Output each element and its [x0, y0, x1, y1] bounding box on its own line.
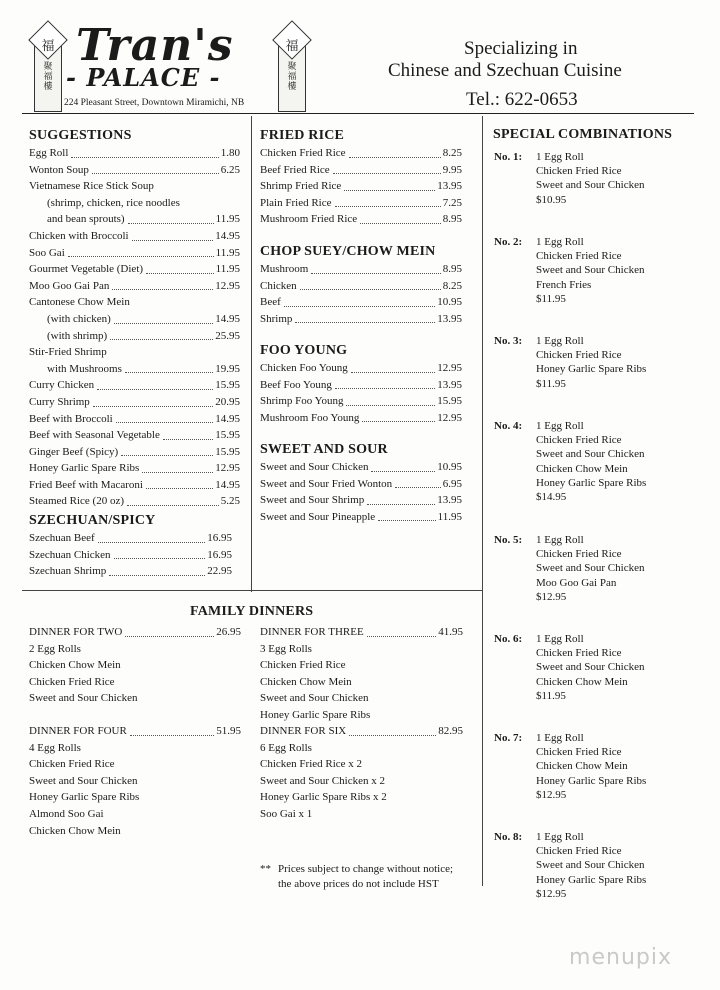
- combination-line: Chicken Chow Mein: [536, 462, 628, 475]
- foo-young-title: FOO YOUNG: [260, 343, 348, 358]
- combination-line: Honey Garlic Spare Ribs: [536, 774, 647, 787]
- menu-item-name: (with chicken): [47, 312, 111, 325]
- menu-item-name: Sweet and Sour Chicken: [260, 461, 369, 473]
- seal-text: 聚 福 樓: [287, 61, 297, 91]
- menu-item: [260, 261, 462, 278]
- menu-item: [260, 410, 462, 427]
- combination-number: No. 1:: [494, 151, 523, 163]
- dot-leader: [114, 311, 213, 324]
- combination-number: No. 4:: [494, 420, 523, 432]
- dot-leader: [311, 261, 440, 274]
- combination-line: Chicken Chow Mein: [536, 760, 628, 773]
- menu-item: [260, 145, 462, 162]
- phone-number: Tel.: 622-0653: [466, 89, 578, 110]
- dot-leader: [68, 245, 214, 258]
- dot-leader: [371, 459, 435, 472]
- menu-item-name: Stir-Fried Shrimp: [29, 346, 107, 359]
- menu-item: [29, 278, 240, 295]
- menu-item-name: Fried Beef with Macaroni: [29, 478, 143, 491]
- menu-item: [29, 228, 240, 245]
- menu-item: [29, 361, 240, 378]
- menu-item-name: Chicken: [260, 279, 297, 292]
- menu-item: [260, 311, 462, 328]
- combination-line: Honey Garlic Spare Ribs: [536, 476, 647, 489]
- menu-item-name: Cantonese Chow Mein: [29, 296, 130, 309]
- dot-leader: [346, 393, 435, 406]
- dot-leader: [344, 178, 435, 191]
- menu-item-name: Curry Chicken: [29, 379, 95, 392]
- combination-number: No. 2:: [494, 236, 523, 248]
- combination-line: $11.95: [536, 292, 566, 305]
- menu-item-name: and bean sprouts): [47, 213, 125, 226]
- menu-item: [29, 311, 240, 328]
- menu-item: [29, 563, 232, 580]
- tagline-1: Specializing in: [464, 38, 578, 59]
- dot-leader: [98, 530, 206, 543]
- menu-item: [29, 477, 240, 494]
- menu-item: [29, 245, 240, 262]
- menu-item-name: Ginger Beef (Spicy): [29, 445, 119, 458]
- menu-item-price: 11.95: [215, 246, 240, 259]
- szechuan-list: [29, 530, 232, 580]
- menu-item-name: Shrimp Fried Rice: [260, 180, 342, 193]
- menu-item-price: 6.95: [442, 477, 462, 490]
- combination-line: Honey Garlic Spare Ribs: [536, 363, 647, 376]
- menu-item-name: Wonton Soup: [29, 163, 89, 176]
- menu-item-price: 8.95: [442, 213, 462, 226]
- fried-rice-title: FRIED RICE: [260, 128, 345, 143]
- menu-item-price: 8.25: [442, 147, 462, 159]
- menu-item-name: (with shrimp): [47, 329, 108, 342]
- restaurant-logo-sub: - PALACE -: [66, 63, 221, 92]
- dinner-for-two: DINNER FOR TWO 26.95 2 Egg Rolls Chicken Chow Mein Chicken Fried Rice Sweet and Sour Chicken: [29, 626, 241, 705]
- menu-item: [260, 492, 462, 509]
- menu-item: [29, 178, 240, 195]
- dinner-for-four: DINNER FOR FOUR 51.95 4 Egg Rolls Chicken Fried Rice Sweet and Sour Chicken Honey Garlic Spare Ribs Almond Soo Gai Chicken Chow Mein: [29, 725, 241, 837]
- menu-item-price: 9.95: [442, 163, 462, 176]
- dot-leader: [127, 493, 219, 506]
- combination-line: 1 Egg Roll: [536, 335, 584, 347]
- combination-line: Chicken Fried Rice: [536, 845, 622, 858]
- sweet-sour-list: [260, 459, 462, 525]
- dot-leader: [163, 427, 213, 440]
- combination-number: No. 8:: [494, 831, 523, 843]
- column-divider-2: [482, 116, 483, 886]
- sweet-sour-title: SWEET AND SOUR: [260, 442, 388, 457]
- menu-item: [29, 444, 240, 461]
- combination-line: 1 Egg Roll: [536, 534, 584, 546]
- suggestions-list: [29, 145, 240, 510]
- combination-line: Moo Goo Gai Pan: [536, 576, 617, 589]
- right-seal: 福 聚 福 樓: [278, 38, 306, 112]
- menu-item-name: Curry Shrimp: [29, 395, 90, 408]
- menu-item-price: 14.95: [215, 412, 240, 425]
- menu-item: [260, 377, 462, 394]
- menu-item-price: 13.95: [437, 494, 462, 507]
- menu-item-name: Sweet and Sour Shrimp: [260, 494, 365, 507]
- header-divider: [22, 113, 694, 114]
- menu-item-name: Szechuan Chicken: [29, 548, 111, 561]
- combination-line: Honey Garlic Spare Ribs: [536, 873, 647, 886]
- combination-number: No. 3:: [494, 335, 523, 347]
- combination-line: 1 Egg Roll: [536, 236, 584, 248]
- family-dinners-title: FAMILY DINNERS: [190, 604, 314, 619]
- combination-line: Chicken Fried Rice: [536, 250, 622, 263]
- menu-item: [260, 509, 462, 526]
- menu-item-price: 19.95: [215, 362, 240, 375]
- combination-line: Chicken Fried Rice: [536, 349, 622, 362]
- menu-item-name: Steamed Rice (20 oz): [29, 495, 124, 508]
- menu-item-name: Beef: [260, 296, 281, 309]
- price-note: ** Prices subject to change without notice; the above prices do not include HST: [260, 863, 454, 890]
- menu-item-name: Szechuan Beef: [29, 532, 95, 544]
- foo-young-list: [260, 360, 462, 426]
- menu-item-price: 13.95: [437, 180, 462, 193]
- combination-line: Sweet and Sour Chicken: [536, 179, 645, 192]
- dot-leader: [333, 162, 441, 175]
- combination-line: $11.95: [536, 377, 566, 390]
- combination-number: No. 6:: [494, 633, 523, 645]
- combination-line: $11.95: [536, 689, 566, 702]
- chop-suey-title: CHOP SUEY/CHOW MEIN: [260, 244, 436, 259]
- combination-line: 1 Egg Roll: [536, 633, 584, 645]
- menu-item-price: 15.95: [215, 429, 240, 442]
- combination-number: No. 7:: [494, 732, 523, 744]
- fried-rice-list: [260, 145, 462, 228]
- dot-leader: [114, 547, 206, 560]
- menu-item-name: Beef Foo Young: [260, 378, 332, 391]
- combination-line: Chicken Chow Mein: [536, 675, 628, 688]
- menu-item-name: Moo Goo Gai Pan: [29, 279, 110, 292]
- dot-leader: [146, 261, 214, 274]
- menu-item-price: 12.95: [215, 462, 240, 475]
- dinner-for-six: DINNER FOR SIX 82.95 6 Egg Rolls Chicken Fried Rice x 2 Sweet and Sour Chicken x 2 Honey Garlic Spare Ribs x 2 Soo Gai x 1: [260, 725, 463, 820]
- szechuan-title: SZECHUAN/SPICY: [29, 513, 156, 528]
- menu-item: [29, 328, 240, 345]
- menu-item-name: Mushroom Fried Rice: [260, 213, 358, 226]
- dot-leader: [128, 211, 214, 224]
- menu-item: [260, 195, 462, 212]
- menu-item-price: 8.95: [442, 263, 462, 275]
- menu-item-name: Beef with Seasonal Vegetable: [29, 429, 160, 442]
- menu-item: [29, 294, 240, 311]
- menu-item-price: 13.95: [437, 312, 462, 325]
- combination-line: Sweet and Sour Chicken: [536, 448, 645, 461]
- dot-leader: [367, 492, 435, 505]
- menu-item-price: 11.95: [437, 510, 462, 523]
- tagline-2: Chinese and Szechuan Cuisine: [388, 60, 622, 81]
- dot-leader: [112, 278, 213, 291]
- menu-item: [29, 427, 240, 444]
- menu-item-price: 25.95: [215, 329, 240, 342]
- combination-line: Sweet and Sour Chicken: [536, 264, 645, 277]
- combination-line: Chicken Fried Rice: [536, 746, 622, 759]
- dot-leader: [362, 410, 435, 423]
- menu-item-name: with Mushrooms: [47, 362, 122, 375]
- menu-item: [260, 178, 462, 195]
- dot-leader: [351, 360, 436, 373]
- dot-leader: [335, 377, 435, 390]
- menu-item-price: 20.95: [215, 395, 240, 408]
- combination-line: $10.95: [536, 193, 567, 206]
- menu-item: [29, 195, 240, 212]
- menu-item: [260, 211, 462, 228]
- menu-item: [29, 493, 240, 510]
- combination-line: 1 Egg Roll: [536, 732, 584, 744]
- dot-leader: [360, 211, 441, 224]
- dot-leader: [93, 394, 213, 407]
- combination-line: Chicken Fried Rice: [536, 165, 622, 178]
- menu-item-price: 10.95: [437, 461, 462, 473]
- menu-item-name: Shrimp: [260, 312, 293, 325]
- menu-item-name: Mushroom Foo Young: [260, 411, 360, 424]
- chop-suey-list: [260, 261, 462, 327]
- menu-item-name: Soo Gai: [29, 246, 65, 259]
- dinner-header: DINNER FOR THREE 41.95: [260, 626, 463, 638]
- dinner-header: DINNER FOR SIX 82.95: [260, 725, 463, 737]
- restaurant-address: 224 Pleasant Street, Downtown Miramichi, NB: [64, 98, 245, 108]
- combination-line: French Fries: [536, 278, 592, 291]
- menu-item-name: Shrimp Foo Young: [260, 395, 344, 408]
- menu-item-name: Chicken Fried Rice: [260, 147, 346, 159]
- dot-leader: [146, 477, 213, 490]
- menu-item-price: 6.25: [220, 163, 240, 176]
- menu-item-price: 13.95: [437, 378, 462, 391]
- menu-item: [29, 145, 240, 162]
- menu-item-price: 11.95: [215, 263, 240, 276]
- dot-leader: [300, 278, 441, 291]
- menu-item-name: Chicken with Broccoli: [29, 229, 129, 242]
- combination-line: $12.95: [536, 788, 567, 801]
- menu-item-name: Plain Fried Rice: [260, 196, 332, 209]
- dot-leader: [349, 145, 441, 158]
- menu-item: [260, 360, 462, 377]
- menu-item: [29, 261, 240, 278]
- menu-item-name: Sweet and Sour Fried Wonton: [260, 477, 393, 490]
- menu-item: [29, 547, 232, 564]
- menu-item-price: 12.95: [437, 362, 462, 374]
- menu-item-price: 16.95: [207, 548, 232, 561]
- menu-item-price: 11.95: [215, 213, 240, 226]
- menu-item-name: Honey Garlic Spare Ribs: [29, 462, 140, 475]
- menu-item-price: 14.95: [215, 478, 240, 491]
- menu-item-name: Mushroom: [260, 263, 309, 275]
- menu-item-name: Chicken Foo Young: [260, 362, 348, 374]
- column-divider-1: [251, 116, 252, 592]
- dot-leader: [295, 311, 435, 324]
- combination-line: Chicken Fried Rice: [536, 548, 622, 561]
- combination-line: 1 Egg Roll: [536, 151, 584, 163]
- menu-item-price: 16.95: [207, 532, 232, 544]
- combination-line: Sweet and Sour Chicken: [536, 661, 645, 674]
- dot-leader: [284, 294, 435, 307]
- menu-item-price: 15.95: [437, 395, 462, 408]
- menu-item-price: 22.95: [207, 565, 232, 578]
- dot-leader: [378, 509, 435, 522]
- menu-item-price: 7.25: [442, 196, 462, 209]
- menu-item-name: Beef with Broccoli: [29, 412, 113, 425]
- menupix-watermark: menupix: [569, 945, 672, 970]
- menu-item: [29, 162, 240, 179]
- restaurant-logo-name: Tran's: [76, 20, 234, 71]
- dot-leader: [97, 377, 213, 390]
- menu-item-price: 5.25: [220, 495, 240, 508]
- special-combinations-title: SPECIAL COMBINATIONS: [493, 127, 673, 142]
- menu-item: [29, 211, 240, 228]
- dinner-for-three: DINNER FOR THREE 41.95 3 Egg Rolls Chicken Fried Rice Chicken Chow Mein Sweet and Sour Chicken Honey Garlic Spare Ribs: [260, 626, 463, 721]
- menu-item: [260, 162, 462, 179]
- menu-item: [29, 530, 232, 547]
- menu-item-name: Szechuan Shrimp: [29, 565, 107, 578]
- menu-item: [29, 460, 240, 477]
- family-divider: [22, 590, 482, 591]
- dot-leader: [116, 411, 214, 424]
- dot-leader: [142, 460, 213, 473]
- dot-leader: [110, 328, 213, 341]
- menu-item: [29, 344, 240, 361]
- menu-item: [260, 278, 462, 295]
- menu-item-price: 10.95: [437, 296, 462, 309]
- menu-item-name: Sweet and Sour Pineapple: [260, 510, 376, 523]
- menu-item: [29, 377, 240, 394]
- menu-item-price: 8.25: [442, 279, 462, 292]
- dot-leader: [125, 361, 213, 374]
- menu-item-price: 14.95: [215, 312, 240, 325]
- combination-line: Chicken Fried Rice: [536, 647, 622, 660]
- dot-leader: [71, 145, 218, 158]
- combination-line: $12.95: [536, 590, 567, 603]
- dot-leader: [335, 195, 441, 208]
- menu-item-name: Beef Fried Rice: [260, 163, 330, 176]
- combination-line: $12.95: [536, 887, 567, 900]
- menu-item-price: 1.80: [220, 147, 240, 159]
- menu-item: [29, 411, 240, 428]
- combination-line: $14.95: [536, 491, 567, 504]
- menu-item: [260, 459, 462, 476]
- suggestions-title: SUGGESTIONS: [29, 128, 132, 143]
- menu-item-price: 12.95: [437, 411, 462, 424]
- dot-leader: [132, 228, 214, 241]
- menu-item-name: (shrimp, chicken, rice noodles: [47, 196, 180, 209]
- menu-item-name: Gourmet Vegetable (Diet): [29, 263, 144, 276]
- dot-leader: [121, 444, 213, 457]
- dot-leader: [395, 476, 441, 489]
- dot-leader: [109, 563, 205, 576]
- menu-item-price: 15.95: [215, 379, 240, 392]
- menu-item: [29, 394, 240, 411]
- combination-line: 1 Egg Roll: [536, 831, 584, 843]
- menu-item: [260, 294, 462, 311]
- seal-text: 聚 福 樓: [43, 61, 53, 91]
- menu-item-price: 15.95: [215, 445, 240, 458]
- menu-item-price: 12.95: [215, 279, 240, 292]
- menu-item: [260, 393, 462, 410]
- menu-item-name: Vietnamese Rice Stick Soup: [29, 180, 154, 193]
- menu-item-name: Egg Roll: [29, 147, 69, 159]
- combination-line: Sweet and Sour Chicken: [536, 562, 645, 575]
- left-seal: 福 聚 福 樓: [34, 38, 62, 112]
- menu-item-price: 14.95: [215, 229, 240, 242]
- combination-line: Sweet and Sour Chicken: [536, 859, 645, 872]
- dinner-header: DINNER FOR TWO 26.95: [29, 626, 241, 638]
- combination-line: Chicken Fried Rice: [536, 434, 622, 447]
- menu-item: [260, 476, 462, 493]
- dinner-header: DINNER FOR FOUR 51.95: [29, 725, 241, 737]
- dot-leader: [92, 162, 219, 175]
- combination-number: No. 5:: [494, 534, 523, 546]
- combination-line: 1 Egg Roll: [536, 420, 584, 432]
